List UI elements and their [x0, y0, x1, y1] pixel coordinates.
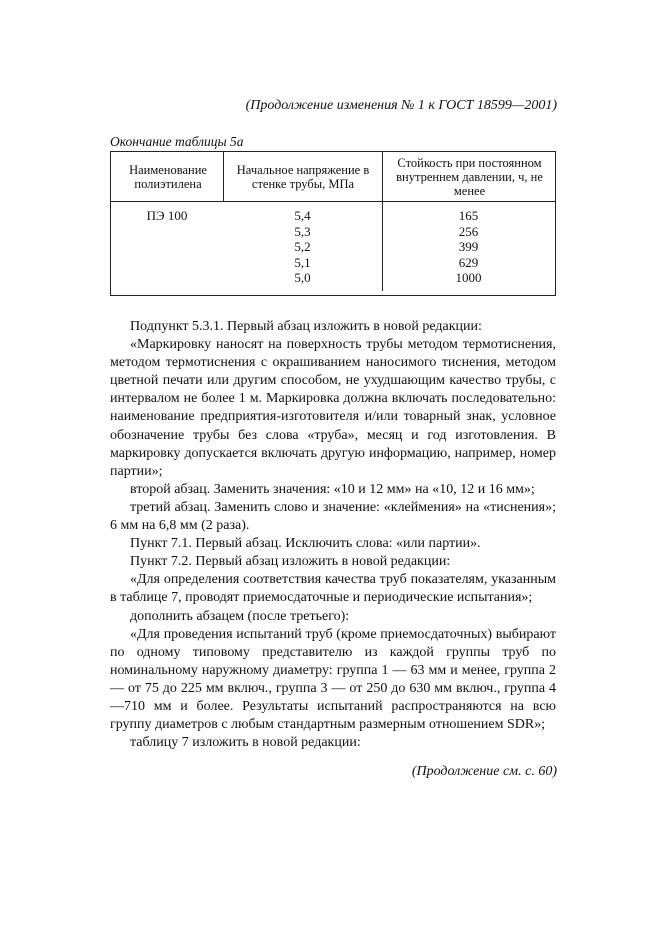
resistance-cell: 256	[458, 223, 479, 239]
paragraph: Подпункт 5.3.1. Первый абзац изложить в новой редакции:	[130, 319, 482, 334]
resistance-cell: 629	[458, 254, 479, 270]
stress-column	[223, 208, 382, 286]
paragraph: третий абзац. Заменить слово и значение: «клеймения» на «тиснения»; 6 мм на 6,8 мм (2 раза).	[110, 499, 556, 534]
table-column-divider	[223, 152, 224, 201]
header-material: Наименование полиэтилена	[129, 162, 207, 191]
stress-cell: 5,3	[294, 223, 311, 239]
continuation-footer: (Продолжение см. с. 60)	[411, 764, 557, 779]
paragraph: «Для проведения испытаний труб (кроме приемосдаточных) выбирают по одному типовому представителю из каждой группы труб по номинальному наружному диаметру: группа 1 — 63 мм и менее, группа 2 — от 75 до 225 мм включ., группа 3 — от 250 до 630 мм включ., группа 4—710 мм и более. Результаты испытаний распространяются на всю группу диаметров с любым стандартным размерным отношением SDR»;	[110, 626, 556, 733]
stress-cell: 5,2	[294, 239, 311, 254]
table-5a	[110, 151, 556, 296]
paragraph: «Для определения соответствия качества труб показателям, указанным в таблице 7, проводят приемосдаточные и периодические испытания»;	[110, 572, 556, 606]
stress-cell: 5,1	[294, 254, 311, 270]
paragraph: таблицу 7 изложить в новой редакции:	[130, 735, 361, 751]
header-initial-stress: Начальное напряжение в стенке трубы, МПа	[236, 162, 370, 191]
header-resistance: Стойкость при постоянном внутреннем давлении, ч, не менее	[396, 155, 543, 198]
table-column-divider	[382, 152, 383, 201]
stress-cell: 5,0	[294, 270, 311, 285]
paragraph: «Маркировку наносят на поверхность трубы методом термотиснения, методом термотиснения с окрашиванием наносимого тиснения, методом цветной печати или другим способом, не ухудшающим качество трубы, с интервалом не более 1 м. Маркировка должна включать последовательно: наименование предприятия-изготовителя и/или товарный знак, условное обозначение трубы без слова «труба», месяц и год изготовления. В маркировку допускается включать другую информацию, например, номер партии»;	[110, 337, 556, 479]
paragraph: дополнить абзацем (после третьего):	[130, 608, 350, 624]
material-column	[111, 208, 223, 224]
resistance-cell: 399	[458, 239, 479, 254]
resistance-cell: 165	[458, 208, 479, 223]
continuation-header: (Продолжение изменения № 1 к ГОСТ 18599—2001)	[245, 98, 557, 113]
resistance-column	[382, 208, 555, 286]
resistance-cell: 1000	[455, 270, 482, 285]
paragraph: Пункт 7.1. Первый абзац. Исключить слова: «или партии».	[130, 536, 481, 552]
paragraph: Пункт 7.2. Первый абзац изложить в новой редакции:	[130, 554, 451, 570]
document-body	[110, 318, 556, 752]
table-caption: Окончание таблицы 5а	[110, 134, 244, 149]
material-cell: ПЭ 100	[146, 208, 188, 223]
stress-cell: 5,4	[294, 208, 311, 223]
paragraph: второй абзац. Заменить значения: «10 и 12 мм» на «10, 12 и 16 мм»;	[130, 481, 535, 497]
table-header-divider	[111, 201, 555, 202]
